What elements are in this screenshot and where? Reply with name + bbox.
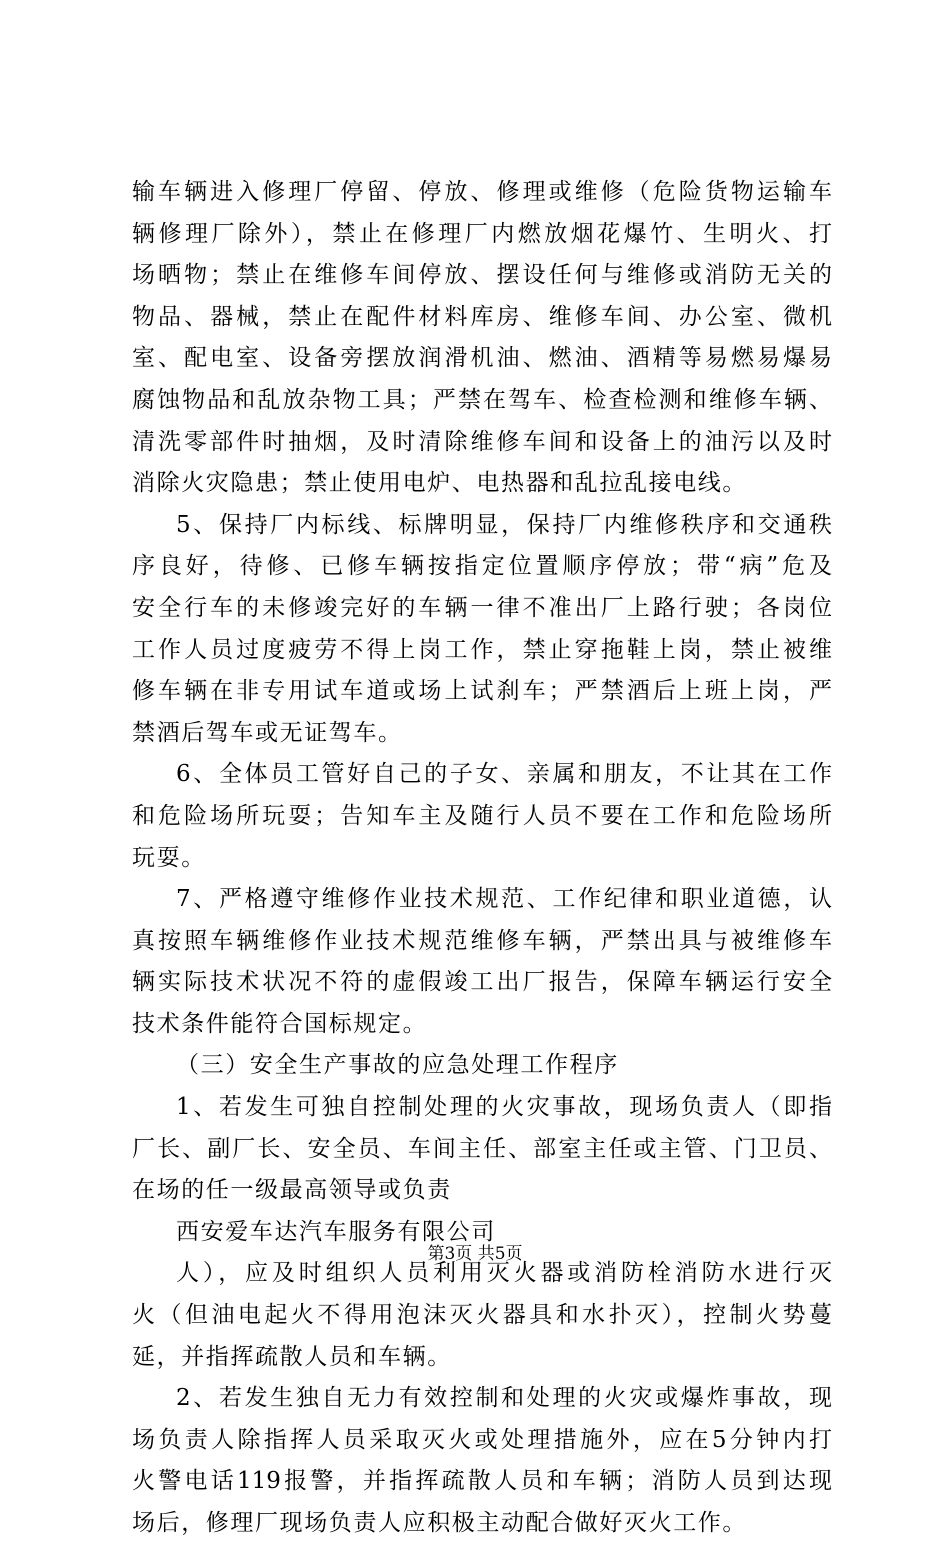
text-line: 和危险场所玩耍；告知车主及随行人员不要在工作和危险场所 [132,802,832,829]
text-line: 消除火灾隐患；禁止使用电炉、电热器和乱拉乱接电线。 [132,470,747,497]
text-line: 清洗零部件时抽烟，及时清除维修车间和设备上的油污以及时 [132,428,832,455]
text-line: 玩耍。 [132,844,206,871]
text-line: 工作人员过度疲劳不得上岗工作，禁止穿拖鞋上岗，禁止被维 [132,636,832,663]
text-line: 在场的任一级最高领导或负责 [132,1177,452,1204]
text-line: 场负责人除指挥人员采取灭火或处理措施外，应在5分钟内打 [132,1426,832,1453]
text-line: 辆实际技术状况不符的虚假竣工出厂报告，保障车辆运行安全 [132,969,832,996]
text-line: 辆修理厂除外），禁止在修理厂内燃放烟花爆竹、生明火、打 [132,220,832,247]
text-line: 2、若发生独自无力有效控制和处理的火灾或爆炸事故，现 [176,1385,832,1412]
text-line: 安全行车的未修竣完好的车辆一律不准出厂上路行驶；各岗位 [132,594,832,621]
text-line: 真按照车辆维修作业技术规范维修车辆，严禁出具与被维修车 [132,927,832,954]
text-line: 6、全体员工管好自己的子女、亲属和朋友，不让其在工作 [176,761,832,788]
text-line: 修车辆在非专用试车道或场上试刹车；严禁酒后上班上岗，严 [132,678,832,705]
text-line: 火警电话119报警，并指挥疏散人员和车辆；消防人员到达现 [132,1468,832,1495]
text-line: （三）安全生产事故的应急处理工作程序 [176,1052,619,1079]
text-line: 场后，修理厂现场负责人应积极主动配合做好灭火工作。 [132,1510,747,1536]
text-line: 序良好，待修、已修车辆按指定位置顺序停放；带“病”危及 [132,553,832,580]
text-line: 7、严格遵守维修作业技术规范、工作纪律和职业道德，认 [176,886,832,913]
text-line: 1、若发生可独自控制处理的火灾事故，现场负责人（即指 [176,1094,832,1121]
text-line: 输车辆进入修理厂停留、停放、修理或维修（危险货物运输车 [132,179,832,205]
text-line: 禁酒后驾车或无证驾车。 [132,719,403,746]
text-line: 西安爱车达汽车服务有限公司 [176,1218,496,1245]
text-line: 5、保持厂内标线、标牌明显，保持厂内维修秩序和交通秩 [176,511,832,538]
page-footer: 第3页 共5页 [427,1244,523,1264]
text-line: 室、配电室、设备旁摆放润滑机油、燃油、酒精等易燃易爆易 [132,345,832,372]
text-line: 厂长、副厂长、安全员、车间主任、部室主任或主管、门卫员、 [132,1135,832,1162]
text-line: 场晒物；禁止在维修车间停放、摆设任何与维修或消防无关的 [132,262,832,289]
text-line: 人），应及时组织人员利用灭火器或消防栓消防水进行灭 [176,1260,832,1287]
document-body [132,172,832,1545]
text-line: 火（但油电起火不得用泡沫灭火器具和水扑灭），控制火势蔓 [132,1302,832,1329]
text-line: 技术条件能符合国标规定。 [132,1010,428,1037]
text-line: 物品、器械，禁止在配件材料库房、维修车间、办公室、微机 [132,303,832,330]
text-line: 延，并指挥疏散人员和车辆。 [132,1343,452,1370]
text-line: 腐蚀物品和乱放杂物工具；严禁在驾车、检查检测和维修车辆、 [132,386,832,413]
